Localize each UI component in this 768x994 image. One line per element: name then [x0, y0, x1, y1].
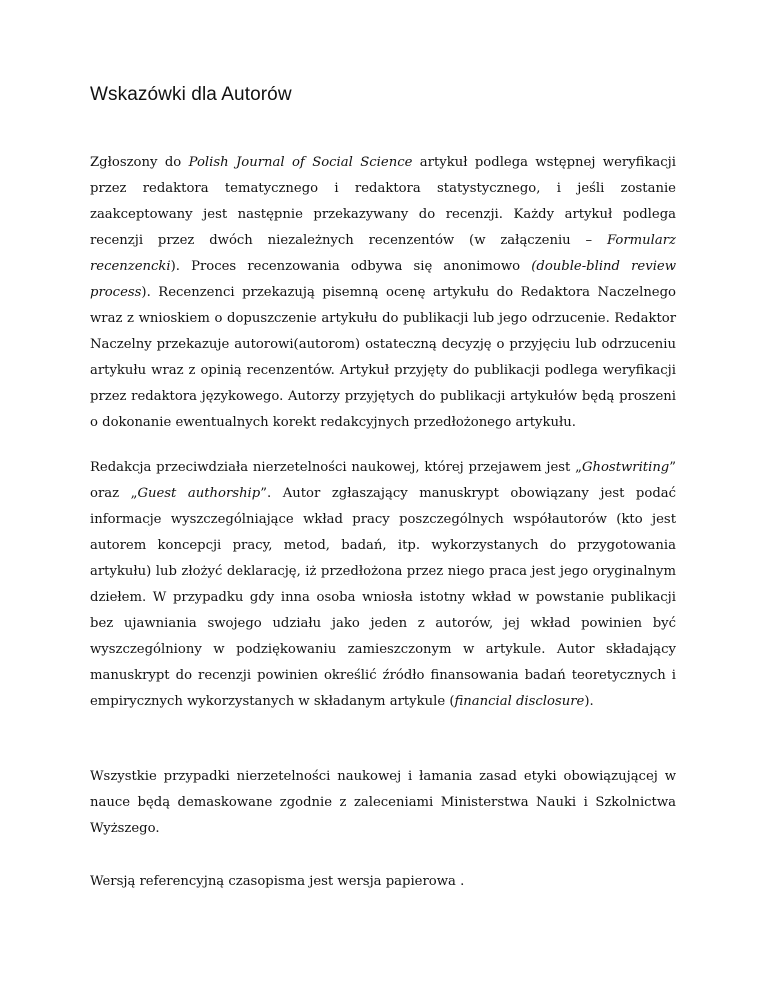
- paragraph-ethics: [90, 764, 676, 842]
- text-run: Zgłoszony do: [90, 155, 189, 170]
- text-run: artykuł podlega wstępnej weryfikacji przez redaktora tematycznego i redaktora statystycznego, i jeśli zostanie zaakceptowany jest następnie przekazywany do recenzji. Każdy artykuł podlega recenzji przez dwóch niezależnych recenzentów (w załączeniu –: [90, 155, 676, 248]
- financial-disclosure-term: financial disclosure: [454, 694, 585, 709]
- paragraph-reference-version: [90, 869, 676, 895]
- text-run: Redakcja przeciwdziała nierzetelności naukowej, której przejawem jest „: [90, 460, 582, 475]
- double-blind-term: (double-blind review process: [90, 259, 677, 300]
- paragraph-text: [90, 150, 676, 436]
- ghostwriting-term: Ghostwriting: [581, 460, 670, 475]
- paragraph-review-process: [90, 150, 676, 436]
- guest-authorship-term: Guest authorship: [137, 486, 261, 501]
- paragraph-text: Wersją referencyjną czasopisma jest wersja papierowa .: [90, 874, 465, 889]
- paragraph-text: [90, 455, 676, 715]
- text-run: ” oraz „: [90, 460, 676, 501]
- paragraph-text: Wszystkie przypadki nierzetelności naukowej i łamania zasad etyki obowiązującej w nauce będą demaskowane zgodnie z zaleceniami Ministerstwa Nauki i Szkolnictwa Wyższego.: [90, 769, 676, 836]
- text-run: ). Proces recenzowania odbywa się anonimowo: [170, 259, 532, 274]
- text-run: ). Recenzenci przekazują pisemną ocenę artykułu do Redaktora Naczelnego wraz z wnioskiem o dopuszczenie artykułu do publikacji lub jego odrzucenie. Redaktor Naczelny przekazuje autorowi(autorom) ostateczną decyzję o przyjęciu lub odrzuceniu artykułu wraz z opinią recenzentów. Artykuł przyjęty do publikacji podlega weryfikacji przez redaktora językowego. Autorzy przyjętych do publikacji artykułów będą proszeni o dokonanie ewentualnych korekt redakcyjnych przedłożonego artykułu.: [90, 285, 676, 430]
- text-run: ).: [584, 694, 594, 709]
- page-title: Wskazówki dla Autorów: [90, 84, 292, 105]
- review-form-name: Formularz recenzencki: [90, 233, 676, 274]
- paragraph-misconduct: [90, 455, 676, 715]
- journal-name: Polish Journal of Social Science: [188, 155, 413, 170]
- text-run: ”. Autor zgłaszający manuskrypt obowiązany jest podać informacje wyszczególniające wkład pracy poszczególnych współautorów (kto jest autorem koncepcji pracy, metod, badań, itp. wykorzystanych do przygotowania artykułu) lub złożyć deklarację, iż przedłożona przez niego praca jest jego oryginalnym dziełem. W przypadku gdy inna osoba wniosła istotny wkład w powstanie publikacji bez ujawniania swojego udziału jako jeden z autorów, jej wkład powinien być wyszczególniony w podziękowaniu zamieszczonym w artykule. Autor składający manuskrypt do recenzji powinien określić źródło finansowania badań teoretycznych i empirycznych wykorzystanych w składanym artykule (: [90, 486, 677, 709]
